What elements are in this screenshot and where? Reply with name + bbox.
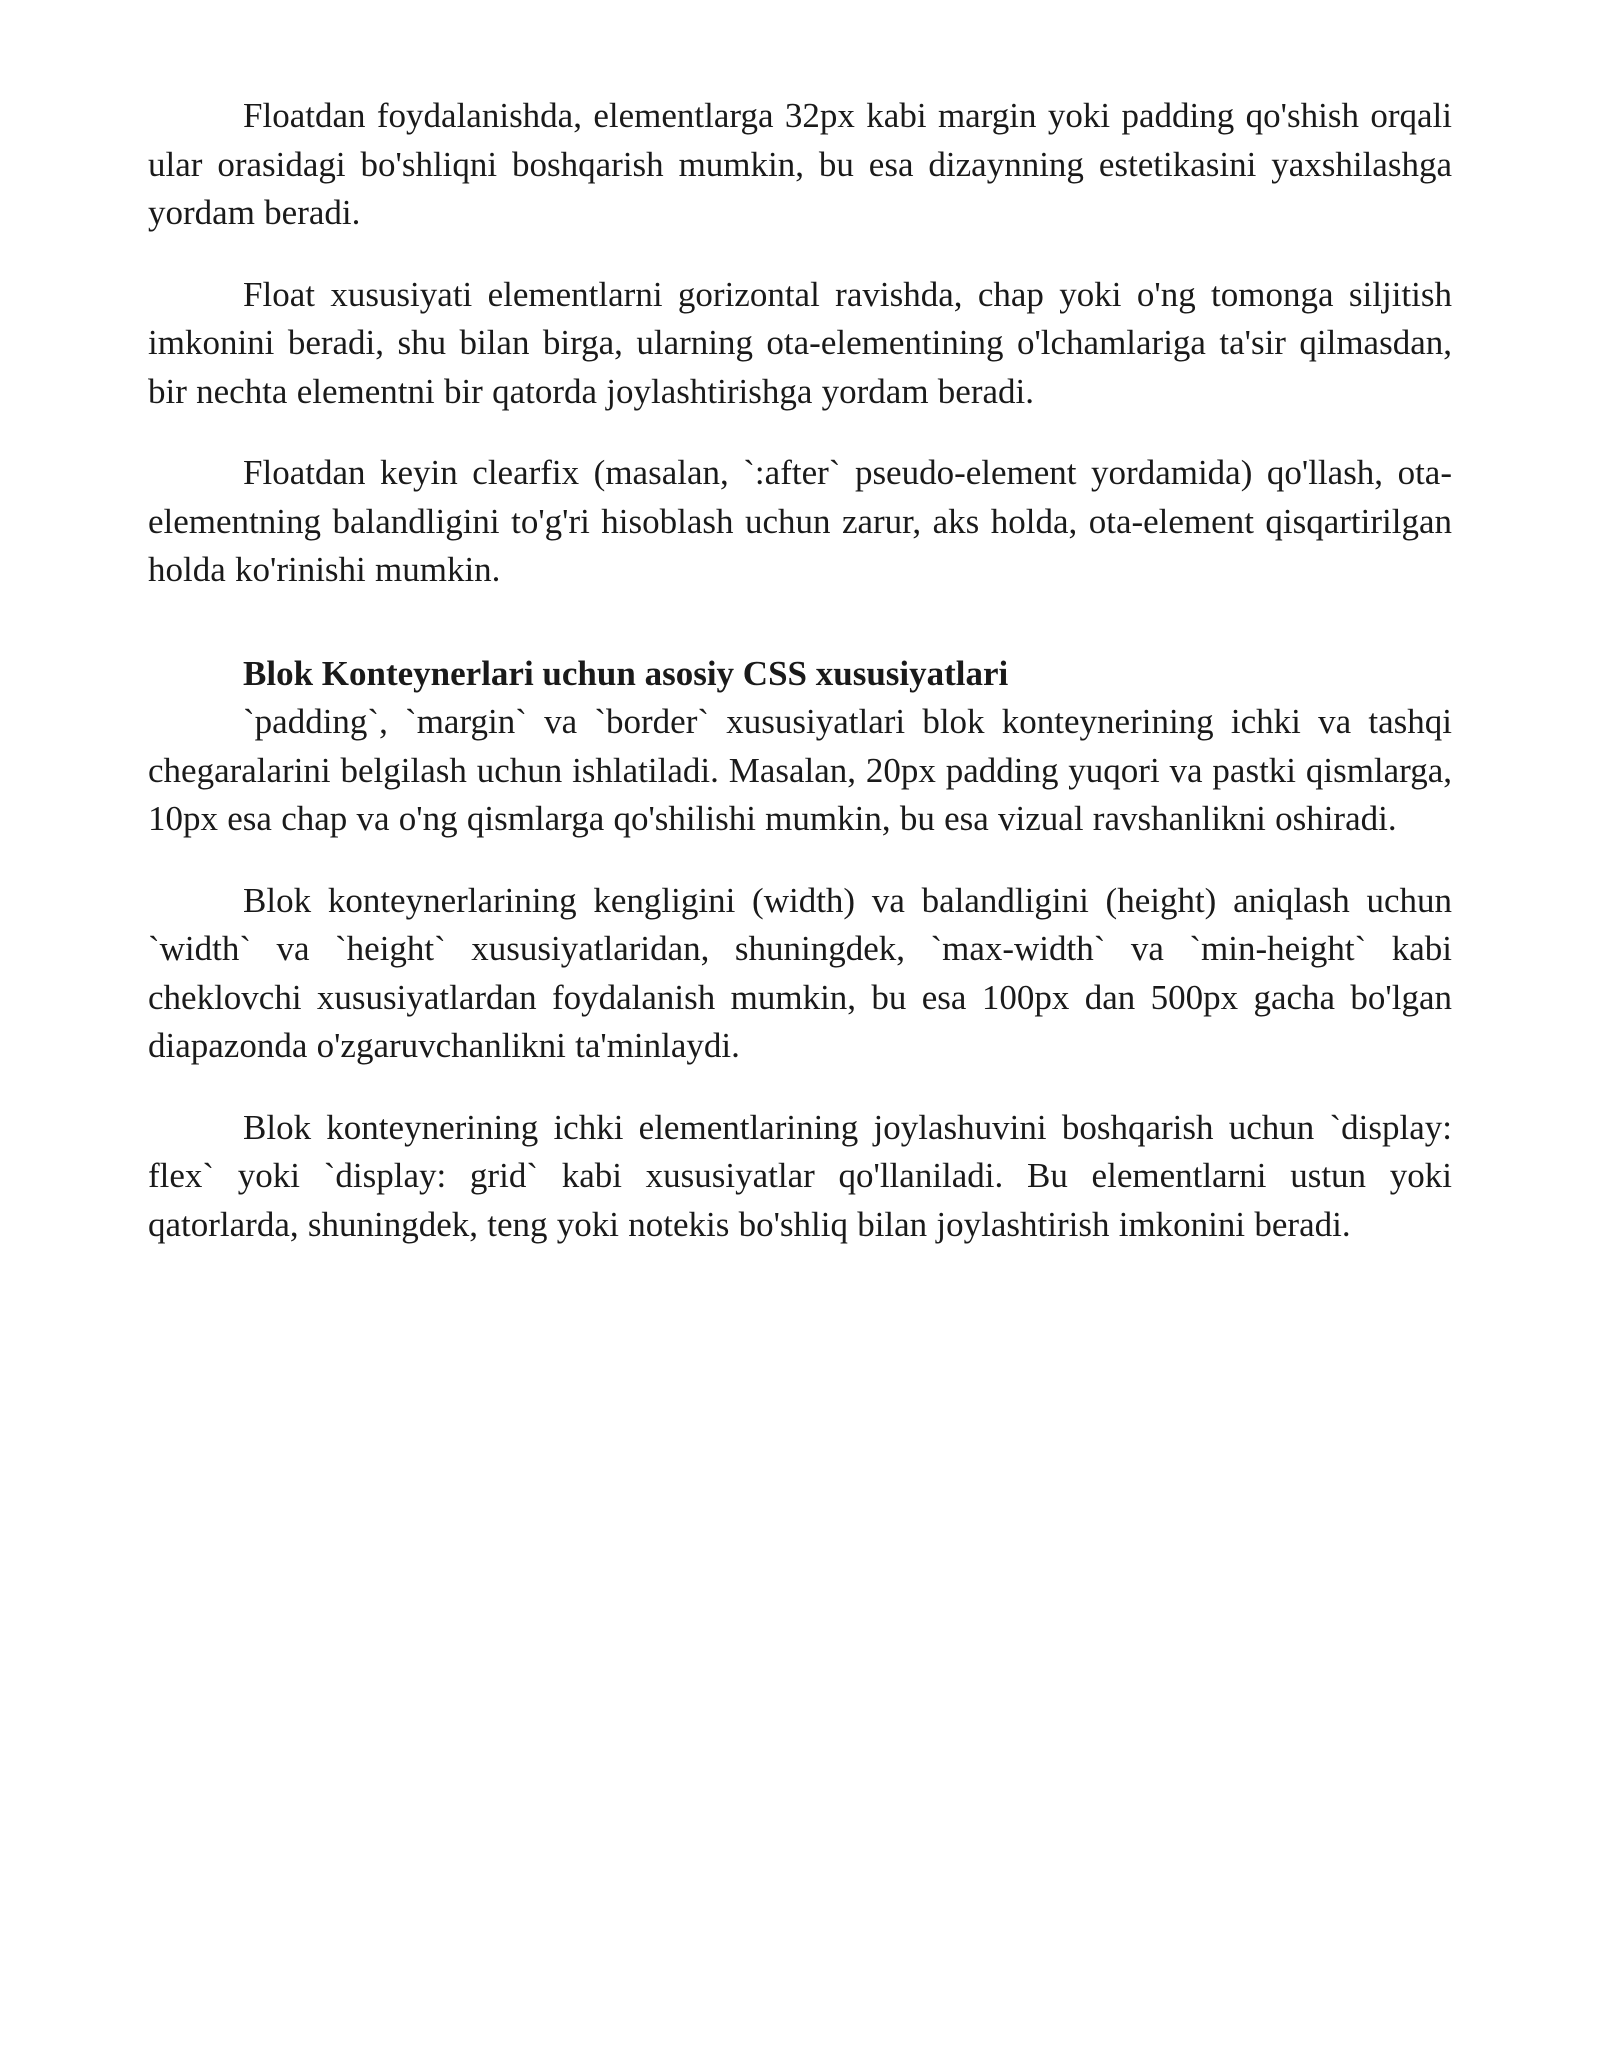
document-page <box>148 92 1452 1282</box>
paragraph-float-spacing: Floatdan foydalanishda, elementlarga 32px kabi margin yoki padding qo'shish orqali ular orasidagi bo'shliqni boshqarish mumkin, bu esa dizaynning estetikasini yaxshilashga yordam beradi. <box>148 96 1452 232</box>
paragraph-clearfix: Floatdan keyin clearfix (masalan, `:after` pseudo-element yordamida) qo'llash, ota-elementning balandligini to'g'ri hisoblash uchun zarur, aks holda, ota-element qisqartirilgan holda ko'rinishi mumkin. <box>148 453 1452 589</box>
section-heading: Blok Konteynerlari uchun asosiy CSS xususiyatlari <box>243 653 1009 693</box>
paragraph-display-flex-grid: Blok konteynerining ichki elementlarining joylashuvini boshqarish uchun `display: flex` yoki `display: grid` kabi xususiyatlar qo'llaniladi. Bu elementlarni ustun yoki qatorlarda, shuningdek, teng yoki notekis bo'shliq bilan joylashtirish imkonini beradi. <box>148 1107 1452 1244</box>
paragraph-padding-margin-border: `padding`, `margin` va `border` xususiyatlari blok konteynerining ichki va tashqi chegaralarini belgilash uchun ishlatiladi. Masalan, 20px padding yuqori va pastki qismlarga, 10px esa chap va o'ng qismlarga qo'shilishi mumkin, bu esa vizual ravshanlikni oshiradi. <box>148 702 1452 838</box>
paragraph-width-height: Blok konteynerlarining kengligini (width) va balandligini (height) aniqlash uchun `width` va `height` xususiyatlaridan, shuningdek, `max-width` va `min-height` kabi cheklovchi xususiyatlardan foydalanish mumkin, bu esa 100px dan 500px gacha bo'lgan diapazonda o'zgaruvchanlikni ta'minlaydi. <box>148 880 1452 1065</box>
paragraph-float-property: Float xususiyati elementlarni gorizontal ravishda, chap yoki o'ng tomonga siljitish imkonini beradi, shu bilan birga, ularning ota-elementining o'lchamlariga ta'sir qilmasdan, bir nechta elementni bir qatorda joylashtirishga yordam beradi. <box>148 274 1452 411</box>
